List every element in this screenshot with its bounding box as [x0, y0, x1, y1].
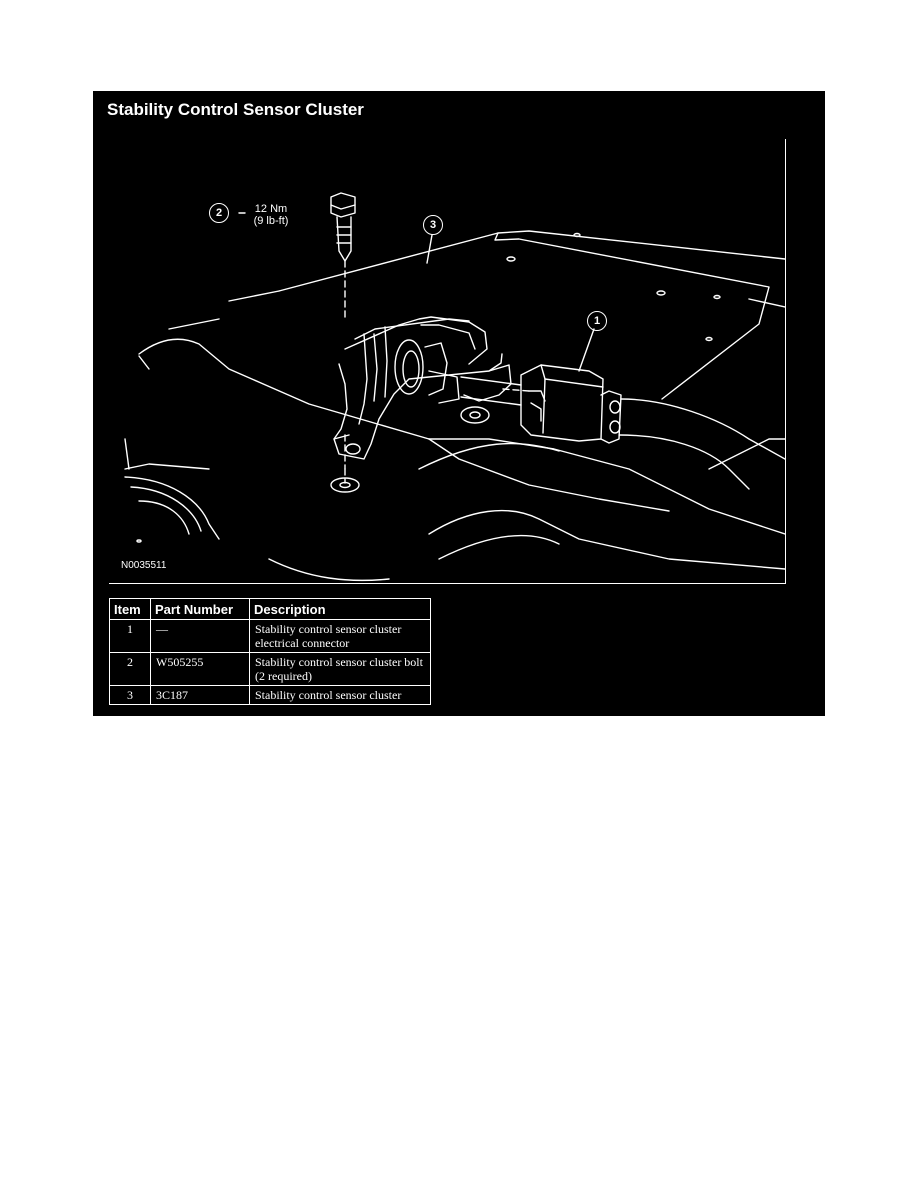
- torque-value-lbft: (9 lb-ft): [253, 215, 289, 227]
- table-row: [110, 686, 431, 705]
- header-description: Description: [250, 599, 431, 620]
- illustration-panel: [93, 91, 825, 716]
- part-description: Stability control sensor cluster electrical connector: [250, 620, 431, 653]
- callout-3: 3: [423, 215, 443, 235]
- figure-code: N0035511: [121, 560, 167, 571]
- part-number: —: [151, 620, 250, 653]
- table-row: [110, 620, 431, 653]
- torque-spec: [245, 203, 297, 227]
- torque-value-nm: 12 Nm: [254, 203, 288, 215]
- part-number: 3C187: [151, 686, 250, 705]
- panel-title: Stability Control Sensor Cluster: [107, 100, 364, 119]
- item-number: 3: [110, 686, 151, 705]
- callout-2: 2: [209, 203, 229, 223]
- table-header-row: [110, 599, 431, 620]
- sensor-cluster-illustration: [109, 139, 786, 584]
- header-item: Item: [110, 599, 151, 620]
- part-description: Stability control sensor cluster: [250, 686, 431, 705]
- callout-1: 1: [587, 311, 607, 331]
- table-row: [110, 653, 431, 686]
- item-number: 2: [110, 653, 151, 686]
- item-number: 1: [110, 620, 151, 653]
- part-description: Stability control sensor cluster bolt (2 required): [250, 653, 431, 686]
- parts-table: [109, 598, 431, 705]
- header-part-number: Part Number: [151, 599, 250, 620]
- part-number: W505255: [151, 653, 250, 686]
